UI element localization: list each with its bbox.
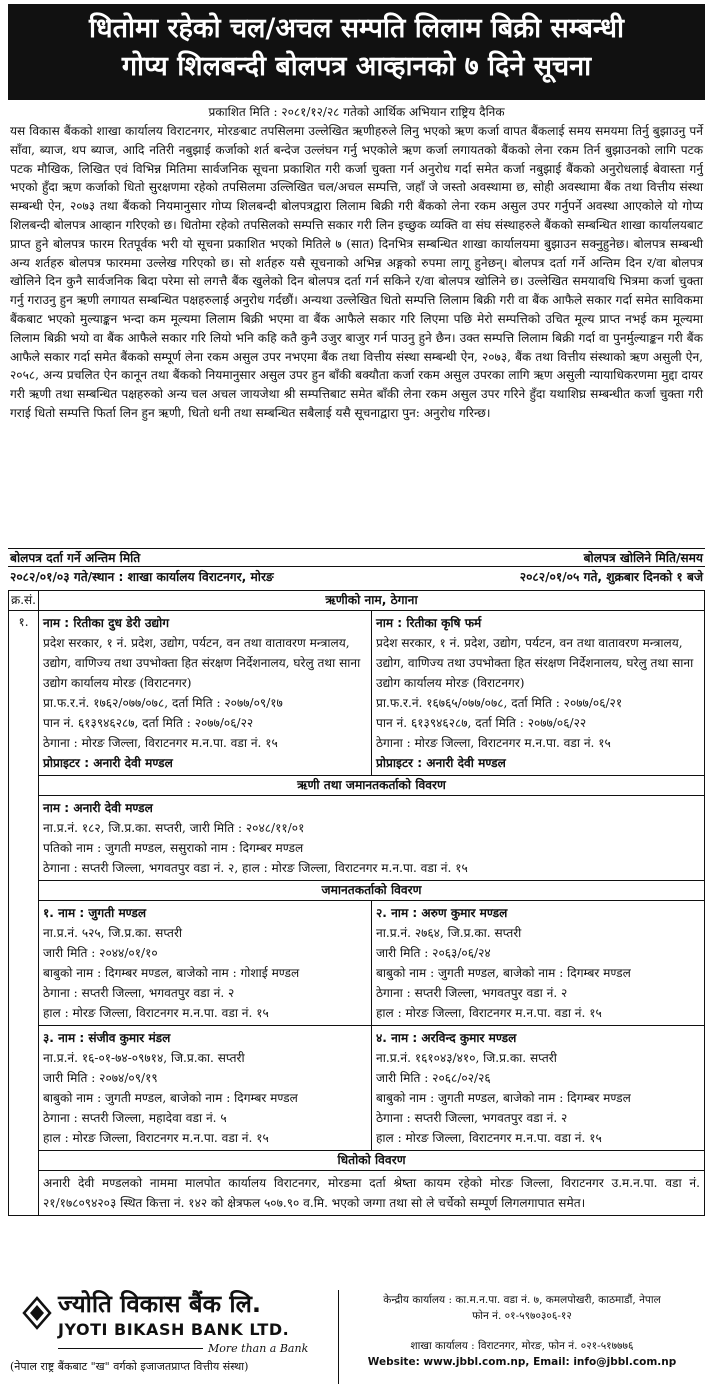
borrower-2-reg: प्रदेश सरकार, १ नं. प्रदेश, उद्योग, पर्यटन, वन तथा वातावरण मन्त्रालय, उद्योग, वाणिज्य तथा उपभोक्ता हित संरक्षण निर्देशनालय, घरेलु तथा साना उद्योग कार्यालय मोरङ (विराटनगर)	[376, 636, 694, 690]
guarantor-4	[372, 1026, 705, 1151]
borrower-1-name: नाम : रितीका दुध डेरी उद्योग	[43, 616, 170, 630]
borrower-header: ऋणीको नाम, ठेगाना	[39, 591, 705, 611]
guarantor-3-address: ठेगाना : सप्तरी जिल्ला, महादेवा वडा नं. ५	[43, 1111, 227, 1125]
bank-name-nepali: ज्योति विकास बैंक लि.	[58, 1290, 261, 1318]
guarantor-4-name: ४. नाम : अरविन्द कुमार मण्डल	[376, 1031, 517, 1045]
collateral-details: अनारी देवी मण्डलको नाममा मालपोत कार्यालय विराटनगर, मोरङमा दर्ता श्रेष्ता कायम रहेको मोरङ जिल्ला, विराटनगर उ.म.न.पा. वडा नं. २१/१७८०९४२०३ स्थित कित्ता नं. १४२ को क्षेत्रफल ५०७.९० व.मि. भएको जग्गा तथा सो ले चर्चेको सम्पूर्ण लिगलगापात समेत।	[39, 1171, 704, 1216]
owner-relation: पतिको नाम : जुगती मण्डल, ससुराको नाम : दिगम्बर मण्डल	[43, 841, 304, 855]
guarantor-2	[372, 901, 705, 1026]
borrower-2-address: ठेगाना : मोरङ जिल्ला, विराटनगर म.न.पा. वडा नं. १५	[376, 736, 611, 750]
borrower-2-pan: पान नं. ६१३९४६२८७, दर्ता मिति : २०७७/०६/२२	[376, 716, 587, 730]
guarantor-2-issued: जारी मिति : २०६३/०६/२४	[376, 946, 491, 960]
branch-office: शाखा कार्यालय : विराटनगर, मोरङ, फोन नं. ०२१-५१७७७६	[410, 1340, 634, 1352]
guarantor-4-cit: ना.प्र.नं. १६१०४३/४१०, जि.प्र.का. सप्तरी	[376, 1051, 557, 1065]
guarantor-3-cit: ना.प्र.नं. १६-०१-७४-०९७१४, जि.प्र.का. सप्तरी	[43, 1051, 245, 1065]
contact-info	[338, 1290, 705, 1384]
sn-header: क्र.सं.	[9, 591, 39, 611]
bank-name-english: JYOTI BIKASH BANK LTD.	[58, 1320, 290, 1339]
license-note: (नेपाल राष्ट्र बैंकबाट "ख" वर्गको इजाजतप्राप्त वित्तीय संस्था)	[10, 1360, 249, 1373]
logo-divider	[58, 1348, 203, 1349]
date-values-row	[8, 567, 705, 587]
website-email: Website: www.jbbl.com.np, Email: info@jbbl.com.np	[367, 1356, 677, 1368]
notice-header	[8, 4, 705, 100]
guarantor-4-relation: बाबुको नाम : जुगती मण्डल, बाजेको नाम : दिगम्बर मण्डल	[376, 1091, 631, 1105]
guarantor-1-issued: जारी मिति : २०४४/०१/१०	[43, 946, 158, 960]
open-date-label: बोलपत्र खोलिने मिति/समय	[583, 551, 703, 565]
published-date: प्रकाशित मिति : २०८१/१२/२८ गतेको आर्थिक अभियान राष्ट्रिय दैनिक	[208, 105, 505, 119]
guarantor-1-address: ठेगाना : सप्तरी जिल्ला, भगवतपुर वडा नं. २	[43, 986, 235, 1000]
last-date-label: बोलपत्र दर्ता गर्ने अन्तिम मिति	[10, 551, 141, 565]
borrower-1	[39, 611, 372, 776]
borrower-1-pfr: प्रा.फ.र.नं. १७६२/०७७/०७८, दर्ता मिति : २०७७/०९/१७	[43, 696, 283, 710]
owner-address: ठेगाना : सप्तरी जिल्ला, भगवतपुर वडा नं. २, हाल : मोरङ जिल्ला, विराटनगर म.न.पा. वडा नं. १५	[43, 861, 468, 875]
borrower-2-name: नाम : रितीका कृषि फर्म	[376, 616, 482, 630]
head-office: केन्द्रीय कार्यालय : का.म.न.पा. वडा नं. ७, कमलपोखरी, काठमाडौं, नेपाल	[383, 1294, 661, 1306]
borrower-1-reg: प्रदेश सरकार, १ नं. प्रदेश, उद्योग, पर्यटन, वन तथा वातावरण मन्त्रालय, उद्योग, वाणिज्य तथा उपभोक्ता हित संरक्षण निर्देशनालय, घरेलु तथा साना उद्योग कार्यालय मोरङ (विराटनगर)	[43, 636, 361, 690]
bank-tagline: More than a Bank	[208, 1342, 309, 1355]
guarantor-2-address: ठेगाना : सप्तरी जिल्ला, भगवतपुर वडा नं. २	[376, 986, 568, 1000]
guarantor-4-address: ठेगाना : सप्तरी जिल्ला, भगवतपुर वडा नं. २	[376, 1111, 568, 1125]
guarantor-4-current: हाल : मोरङ जिल्ला, विराटनगर म.न.पा. वडा नं. १५	[376, 1131, 602, 1145]
notice-page	[8, 4, 705, 1384]
guarantor-3-current: हाल : मोरङ जिल्ला, विराटनगर म.न.पा. वडा नं. १५	[43, 1131, 269, 1145]
owner-details	[39, 796, 704, 881]
open-date-value: २०८२/०१/०५ गते, शुक्रबार दिनको १ बजे	[519, 570, 703, 584]
bank-logo	[8, 1290, 338, 1384]
guarantor-1-current: हाल : मोरङ जिल्ला, विराटनगर म.न.पा. वडा नं. १५	[43, 1006, 269, 1020]
guarantor-3-relation: बाबुको नाम : जुगती मण्डल, बाजेको नाम : दिगम्बर मण्डल	[43, 1091, 298, 1105]
guarantor-3	[39, 1026, 372, 1151]
last-date-value: २०८२/०१/०३ गते/स्थान : शाखा कार्यालय विराटनगर, मोरङ	[10, 570, 274, 584]
collateral-header: धितोको विवरण	[39, 1151, 704, 1171]
guarantor-header: जमानतकर्ताको विवरण	[39, 881, 704, 901]
guarantor-1-cit: ना.प्र.नं. ५२५, जि.प्र.का. सप्तरी	[43, 926, 183, 940]
head-office-phone: फोन नं. ०१-५९७०३०६-१२	[472, 1310, 572, 1322]
bank-logo-icon	[22, 1296, 52, 1330]
borrower-table	[39, 611, 704, 1215]
guarantor-3-name: ३. नाम : संजीव कुमार मंडल	[43, 1031, 171, 1045]
serial-number: १.	[9, 611, 39, 1216]
borrower-2-proprietor: प्रोप्राइटर : अनारी देवी मण्डल	[376, 756, 506, 770]
footer	[8, 1290, 705, 1384]
borrower-1-proprietor: प्रोप्राइटर : अनारी देवी मण्डल	[43, 756, 173, 770]
notice-body: यस विकास बैंकको शाखा कार्यालय विराटनगर, मोरङबाट तपसिलमा उल्लेखित ऋणीहरुले लिनु भएको ऋण कर्जा वापत बैंकलाई समय समयमा तिर्नु बुझाउनु पर्ने साँवा, ब्याज, थप ब्याज, आदि नतिरी नबुझाई कर्जाको शर्त बन्देज उल्लंघन गर्नु भएकोले ऋण कर्जा लगायतको बैंकको लेना रकम तिर्न बुझाउनको लागि पटक पटक मौखिक, लिखित एवं विभिन्न मितिमा सार्वजनिक सूचना प्रकाशित गरी कर्जा चुक्ता गर्न अनुरोध गर्दा समेत कर्जा नबुझाई बैंकको अनुरोधलाई बेवास्ता गर्नु भएको हुँदा ऋण कर्जाको धितो सुरक्षणमा रहेको तपसिलमा उल्लिखित चल/अचल सम्पत्ति, जहाँ जे जस्तो अवस्थामा छ, सोही अवस्थामा बैंक तथा वित्तीय संस्था सम्बन्धी ऐन, २०७३ तथा बैंकको नियमानुसार गोप्य शिलबन्दी बोलपत्रद्वारा लिलाम बिक्री गरी बैंकको लेना रकम असुल उपर गर्नुपर्ने अवस्था आएकोले यो गोप्य शिलबन्दी बोलपत्र आव्हान गरिएको छ। धितोमा रहेको तपसिलको सम्पत्ति सकार गरी लिन इच्छुक व्यक्ति वा संघ संस्थाहरुले बैंकको सम्बन्धित शाखा कार्यालयबाट प्राप्त हुने बोलपत्र फारम रितपूर्वक भरी यो सूचना प्रकाशित भएको मितिले ७ (सात) दिनभित्र सम्बन्धित शाखा कार्यालयमा बुझाउन सक्नुहुनेछ। बोलपत्र सम्बन्धी अन्य शर्तहरु बोलपत्र फारममा उल्लेख गरिएको छ। सो शर्तहरु यसै सूचनाको अभिन्न अङ्गको रुपमा लागू हुनेछन्। बोलपत्र दर्ता गर्ने अन्तिम दिन र/वा बोलपत्र खोलिने दिन कुनै सार्वजनिक बिदा परेमा सो लगत्तै बैंक खुलेको दिन बोलपत्र दर्ता गर्न सकिने र/वा बोलपत्र खोलिने छ। उल्लेखित समयावधि भित्रमा कर्जा चुक्ता गर्नु गराउनु हुन ऋणी लगायत सम्बन्धित पक्षहरुलाई अनुरोध गर्दछौं। अन्यथा उल्लेखित धितो सम्पत्ति लिलाम बिक्री गरी वा बैंक आफैले सकार गर्दा समेत साविकमा बैंकबाट भएको मुल्याङ्कन भन्दा कम मूल्यमा लिलाम बिक्री भएमा वा बैंक आफैले सकार गरि लिएमा पछि मेरो सम्पत्तिको उचित मूल्य प्राप्त नभई कम मूल्यमा लिलाम बिक्री भयो वा बैंक आफैले सकार गरि लियो भनि कहि कतै कुनै उजुर बाजुर गर्न पाउनु हुने छैन। उक्त सम्पत्ति लिलाम बिक्री गर्दा वा पुनर्मुल्याङ्कन गरी बैंक आफैले सकार गर्दा समेत बैंकको सम्पूर्ण लेना रकम असुल उपर नभएमा बैंक तथा वित्तीय संस्था सम्बन्धी ऐन, २०७३, बैंक तथा वित्तीय संस्थाको ऋण असुली ऐन, २०५८, अन्य प्रचलित ऐन कानून तथा बैंकको नियमानुसार असुल उपर हुन बाँकी बक्यौता कर्जा रकम असुल उपरका लागि ऋण असुली न्यायाधिकरणमा मुद्दा दायर गरी ऋणी तथा सम्बन्धित पक्षहरुको अन्य चल अचल जायजेथा श्री सम्पत्तिबाट समेत बाँकी लेना रकम असुल उपर गरिने हुँदा यथाशिघ्र सम्बन्धीत कर्जा चुक्ता गरी गराई धितो सम्पत्ति फिर्ता लिन हुन ऋणी, धितो धनी तथा सम्बन्धित सबैलाई यसै सूचनाद्वारा पुन: अनुरोध गरिन्छ।	[10, 124, 703, 420]
details-table	[8, 590, 705, 1216]
guarantor-1	[39, 901, 372, 1026]
borrower-2-pfr: प्रा.फ.र.नं. १६७६५/०७७/०७८, दर्ता मिति : २०७७/०६/२१	[376, 696, 623, 710]
owner-header: ऋणी तथा जमानतकर्ताको विवरण	[39, 776, 704, 796]
borrower-2	[372, 611, 705, 776]
guarantor-1-name: १. नाम : जुगती मण्डल	[43, 906, 147, 920]
borrower-1-address: ठेगाना : मोरङ जिल्ला, विराटनगर म.न.पा. वडा नं. १५	[43, 736, 278, 750]
guarantor-3-issued: जारी मिति : २०७४/०९/१९	[43, 1071, 158, 1085]
guarantor-2-current: हाल : मोरङ जिल्ला, विराटनगर म.न.पा. वडा नं. १५	[376, 1006, 602, 1020]
borrower-1-pan: पान नं. ६१३९४६२८७, दर्ता मिति : २०७७/०६/२२	[43, 716, 254, 730]
header-line-1: धितोमा रहेको चल/अचल सम्पति लिलाम बिक्री सम्बन्धी	[88, 13, 624, 44]
owner-citizenship: ना.प्र.नं. १८२, जि.प्र.का. सप्तरी, जारी मिति : २०४८/११/०१	[43, 821, 305, 835]
owner-name: नाम : अनारी देवी मण्डल	[43, 801, 153, 815]
date-labels-row	[8, 548, 705, 567]
guarantor-2-relation: बाबुको नाम : जुगती मण्डल, बाजेको नाम : दिगम्बर मण्डल	[376, 966, 631, 980]
guarantor-4-issued: जारी मिति : २०६८/०२/२६	[376, 1071, 491, 1085]
guarantor-2-name: २. नाम : अरुण कुमार मण्डल	[376, 906, 508, 920]
guarantor-2-cit: ना.प्र.नं. २७६४, जि.प्र.का. सप्तरी	[376, 926, 522, 940]
guarantor-1-relation: बाबुको नाम : दिगम्बर मण्डल, बाजेको नाम : गोशाई मण्डल	[43, 966, 300, 980]
header-line-2: गोप्य शिलबन्दी बोलपत्र आव्हानको ७ दिने सूचना	[121, 51, 592, 82]
